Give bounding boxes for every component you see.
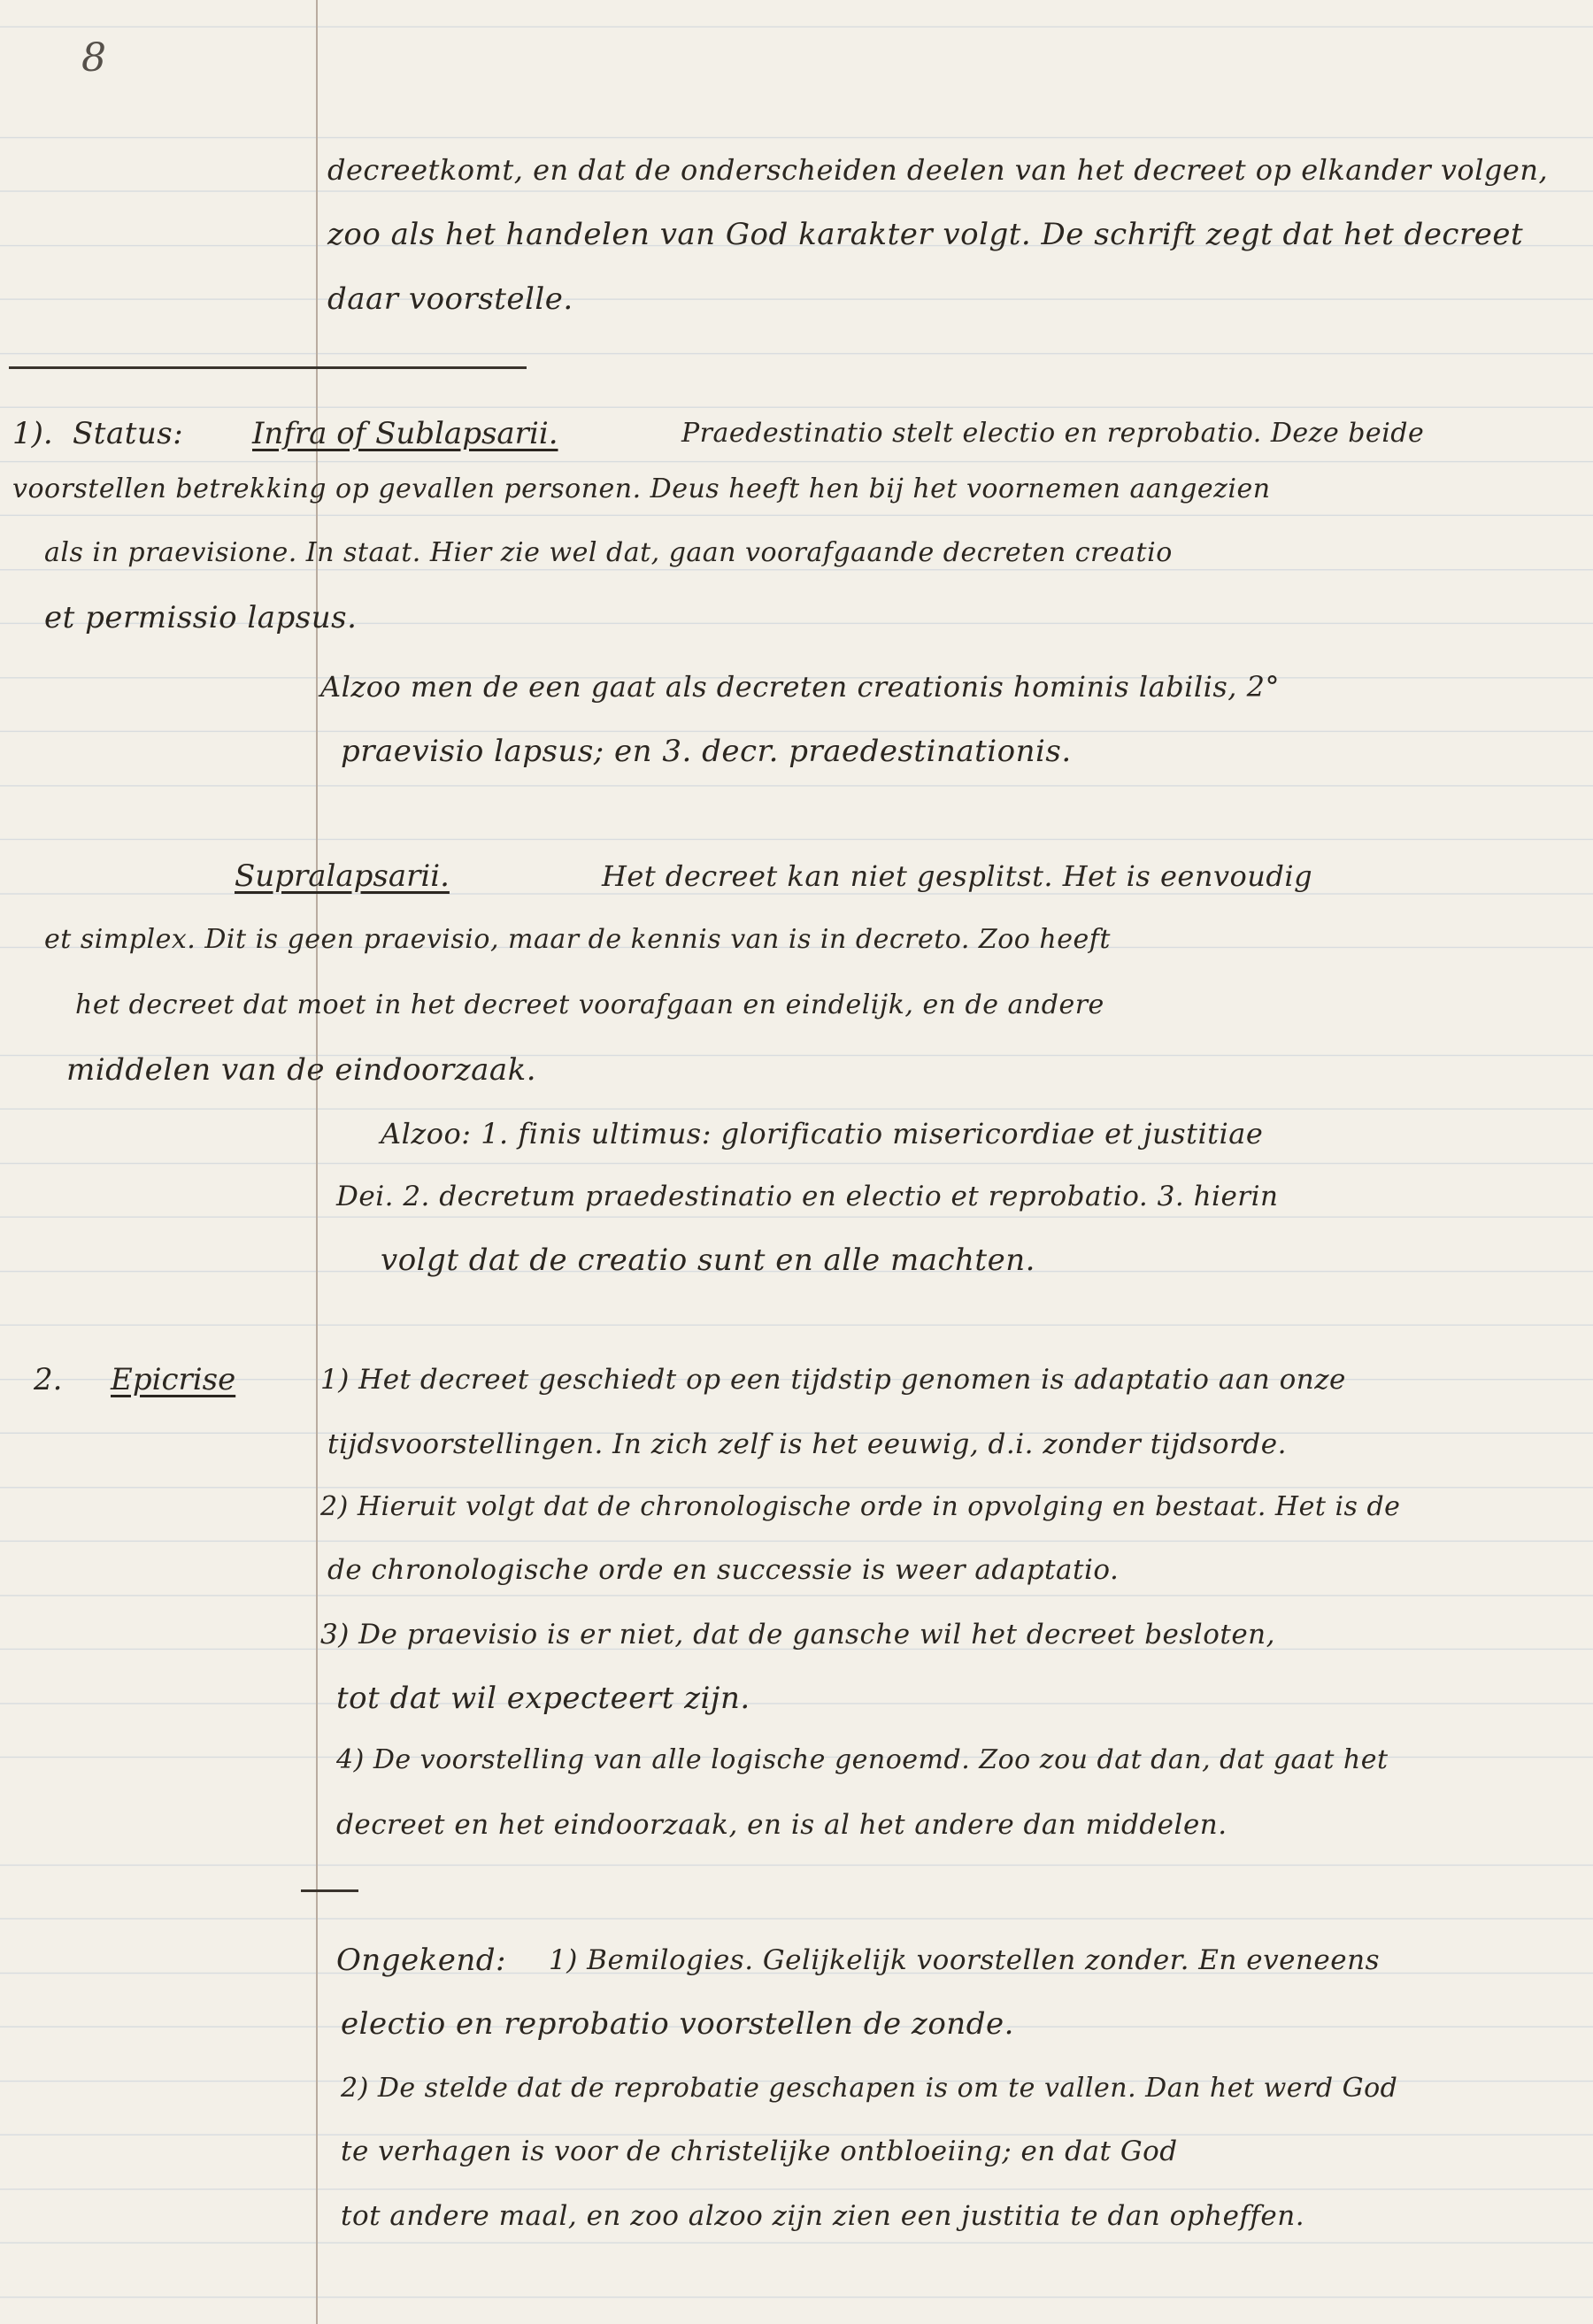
page-number: 8: [81, 35, 106, 81]
supra-line-1: Het decreet kan niet gesplitst. Het is eenvoudig: [602, 859, 1313, 893]
supra-title: Supralapsarii.: [235, 858, 450, 894]
intro-line-3: daar voorstelle.: [327, 281, 573, 317]
section-2-line-6: tot dat wil expecteert zijn.: [336, 1681, 750, 1716]
intro-line-1: decreetkomt, en dat de onderscheiden deelen van het decreet op elkander volgen,: [327, 153, 1549, 187]
note-line-2: electio en reprobatio voorstellen de zonde.: [341, 2006, 1014, 2042]
section-2-line-5: 3) De praevisio is er niet, dat de gansche wil het decreet besloten,: [320, 1619, 1275, 1651]
section-1-order-2: praevisio lapsus; en 3. decr. praedestinationis.: [341, 734, 1072, 769]
section-2-number: 2.: [34, 1362, 63, 1397]
section-2-line-4: de chronologische orde en successie is weer adaptatio.: [327, 1554, 1120, 1586]
section-1-title: Infra of Sublapsarii.: [252, 416, 558, 451]
margin-rule: [316, 0, 318, 2324]
intro-line-2: zoo als het handelen van God karakter volgt. De schrift zegt dat het decreet: [327, 217, 1524, 252]
section-2-title: Epicrise: [111, 1362, 236, 1397]
section-2-line-1: 1) Het decreet geschiedt op een tijdstip genomen is adaptatio aan onze: [320, 1364, 1346, 1396]
note-label: Ongekend:: [336, 1943, 506, 1978]
section-1-number: 1).: [12, 416, 53, 451]
short-divider: [301, 1889, 358, 1892]
supra-order-3: volgt dat de creatio sunt en alle machten.: [381, 1243, 1035, 1278]
section-1-label: Status:: [73, 416, 184, 451]
section-1-line-2: voorstellen betrekking op gevallen personen. Deus heeft hen bij het voornemen aangezien: [12, 473, 1271, 504]
section-1-line-3: als in praevisione. In staat. Hier zie wel dat, gaan voorafgaande decreten creatio: [44, 537, 1173, 568]
section-2-line-2: tijdsvoorstellingen. In zich zelf is het eeuwig, d.i. zonder tijdsorde.: [327, 1428, 1287, 1460]
note-line-4: te verhagen is voor de christelijke ontbloeiing; en dat God: [341, 2135, 1178, 2167]
section-2-line-8: decreet en het eindoorzaak, en is al het andere dan middelen.: [336, 1809, 1227, 1841]
note-line-5: tot andere maal, en zoo alzoo zijn zien een justitia te dan opheffen.: [341, 2200, 1305, 2232]
supra-line-2: et simplex. Dit is geen praevisio, maar de kennis van is in decreto. Zoo heeft: [44, 924, 1111, 955]
supra-order-1: Alzoo: 1. finis ultimus: glorificatio misericordiae et justitiae: [381, 1117, 1264, 1150]
supra-line-3: het decreet dat moet in het decreet voorafgaan en eindelijk, en de andere: [75, 989, 1104, 1020]
section-2-line-7: 4) De voorstelling van alle logische genoemd. Zoo zou dat dan, dat gaat het: [336, 1744, 1389, 1775]
section-1-line-1: Praedestinatio stelt electio en reprobatio. Deze beide: [681, 418, 1425, 449]
section-1-order-1: Alzoo men de een gaat als decreten creationis hominis labilis, 2°: [320, 670, 1280, 704]
note-line-1: 1) Bemilogies. Gelijkelijk voorstellen zonder. En eveneens: [549, 1944, 1380, 1976]
section-divider: [9, 366, 527, 369]
supra-order-2: Dei. 2. decretum praedestinatio en electio et reprobatio. 3. hierin: [336, 1181, 1279, 1212]
supra-line-4: middelen van de eindoorzaak.: [66, 1052, 537, 1088]
note-line-3: 2) De stelde dat de reprobatie geschapen is om te vallen. Dan het werd God: [341, 2073, 1398, 2104]
section-1-line-4: et permissio lapsus.: [44, 600, 358, 635]
section-2-line-3: 2) Hieruit volgt dat de chronologische orde in opvolging en bestaat. Het is de: [320, 1491, 1401, 1522]
